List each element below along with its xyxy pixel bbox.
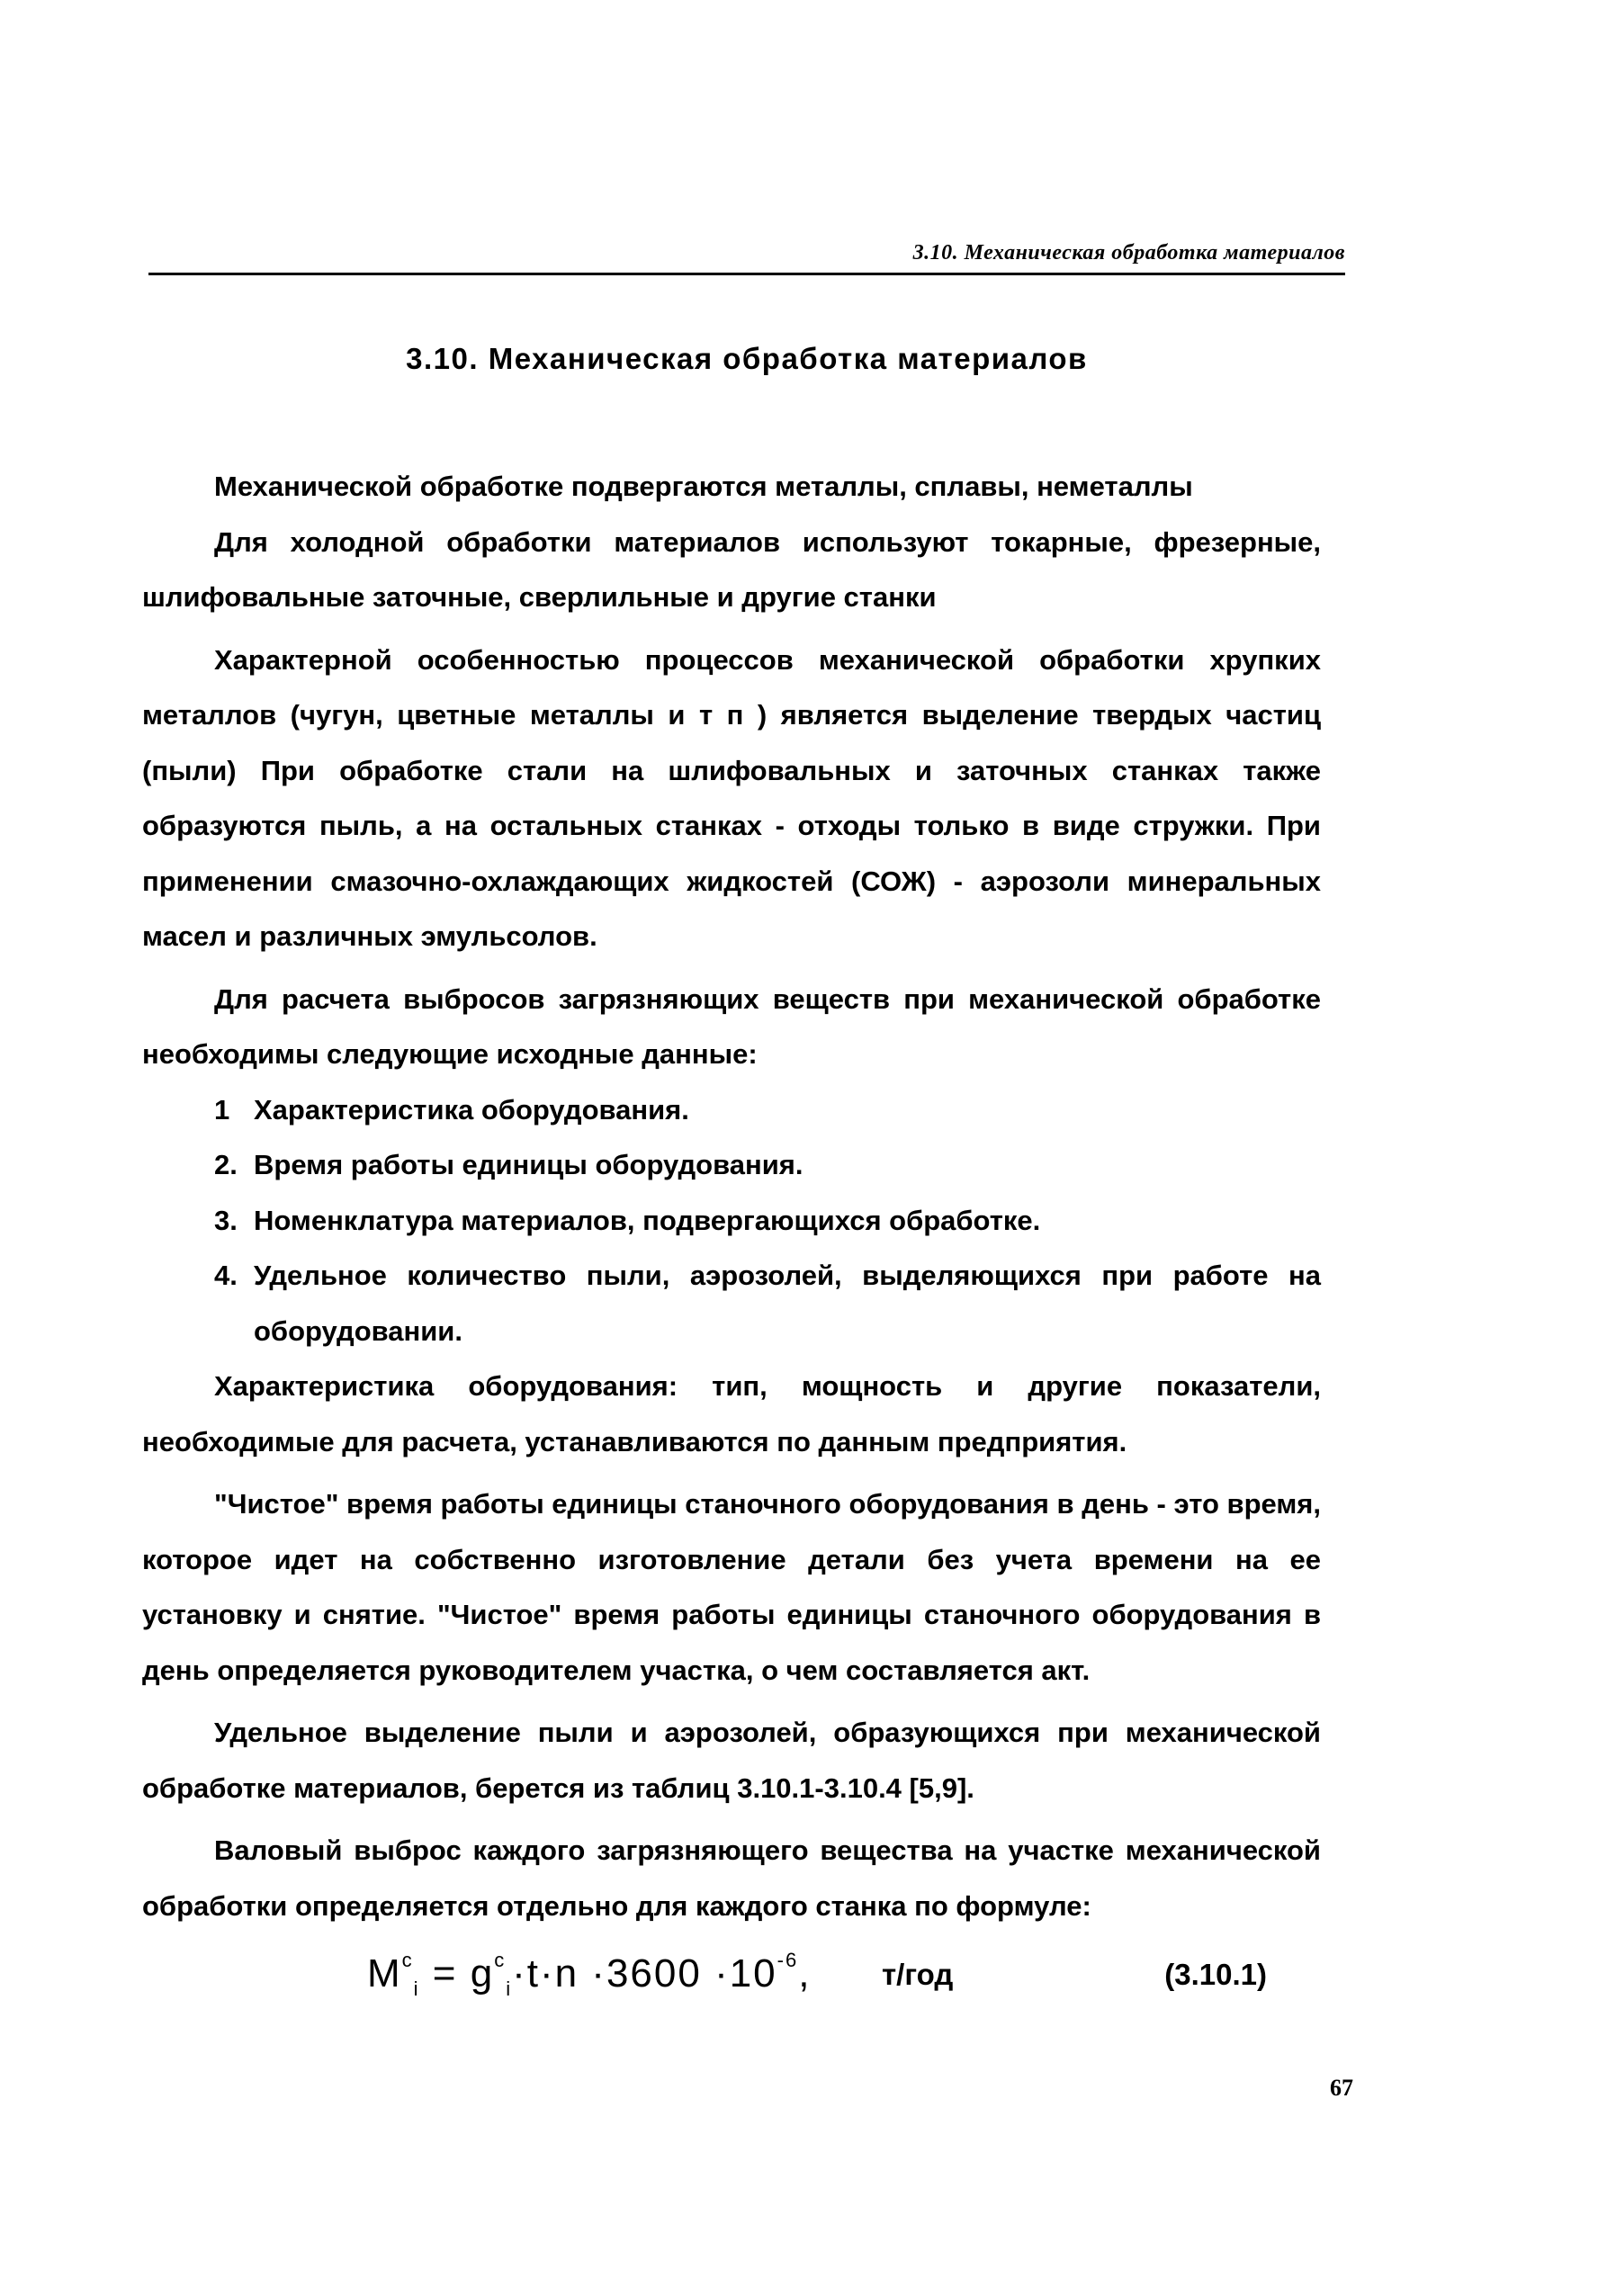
formula-terms: ·t·n ·3600 ·10 — [512, 1951, 777, 1996]
paragraph: Удельное выделение пыли и аэрозолей, образующихся при механической обработке материалов, берется из таблиц 3.10.1-3.10.4 [5,9]. — [142, 1717, 1321, 1804]
running-header: 3.10. Механическая обработка материалов — [912, 241, 1345, 265]
formula-exponent: -6 — [777, 1949, 799, 1971]
formula-comma: , — [798, 1951, 812, 1996]
list-item-text: Характеристика оборудования. — [254, 1093, 689, 1126]
list-item-text: Номенклатура материалов, подвергающихся обработке. — [254, 1204, 1041, 1236]
formula-number: (3.10.1) — [1164, 1958, 1267, 1991]
list-item-text: Удельное количество пыли, аэрозолей, выделяющихся при работе на оборудовании. — [254, 1260, 1321, 1347]
formula-subscript: i — [506, 1977, 513, 2000]
paragraph: Характерной особенностью процессов механической обработки хрупких металлов (чугун, цветные металлы и т п ) является выделение твердых частиц (пыли) При обработке стали на шлифовальных и заточных станках также образуются пыль, а на остальных станках - отходы только в виде стружки. При применении смазочно-охлаждающих жидкостей (СОЖ) - аэрозоли минеральных масел и различных эмульсолов. — [142, 643, 1321, 952]
formula-symbol: M — [367, 1951, 402, 1996]
list-item-number: 3. — [214, 1204, 238, 1236]
formula-symbol: g — [470, 1951, 495, 1996]
requirements-list — [142, 1082, 1321, 1359]
section-title: 3.10. Механическая обработка материалов — [406, 342, 1088, 375]
paragraph: Характеристика оборудования: тип, мощность и другие показатели, необходимые для расчета, устанавливаются по данным предприятия. — [142, 1370, 1321, 1457]
formula-subscript: i — [413, 1977, 420, 2000]
paragraph: "Чистое" время работы единицы станочного оборудования в день - это время, которое идет на собственно изготовление детали без учета времени на ее установку и снятие. "Чистое" время работы единицы станочного оборудования в день определяется руководителем участка, о чем составляется акт. — [142, 1488, 1321, 1686]
formula-units: т/год — [882, 1958, 954, 1991]
paragraph: Для расчета выбросов загрязняющих веществ при механической обработке необходимы следующие исходные данные: — [142, 982, 1321, 1070]
list-item — [142, 1193, 1321, 1249]
formula-equals: = — [419, 1951, 471, 1996]
header-rule — [148, 273, 1345, 275]
page-number: 67 — [1330, 2075, 1353, 2101]
formula-superscript: c — [494, 1949, 507, 1971]
body-text — [142, 459, 1321, 1933]
paragraph: Валовый выброс каждого загрязняющего вещества на участке механической обработки определяется отдельно для каждого станка по формуле: — [142, 1834, 1321, 1922]
list-item-text: Время работы единицы оборудования. — [254, 1149, 804, 1180]
list-item-number: 2. — [214, 1149, 238, 1180]
formula-superscript: c — [401, 1949, 414, 1971]
paragraph: Для холодной обработки материалов используют токарные, фрезерные, шлифовальные заточные, сверлильные и другие станки — [142, 525, 1321, 613]
list-item-number: 4. — [214, 1260, 238, 1291]
list-item — [142, 1137, 1321, 1193]
list-item-number: 1 — [214, 1093, 230, 1126]
list-item — [142, 1082, 1321, 1138]
formula-row — [142, 1949, 1321, 2012]
formula — [367, 1949, 811, 2001]
paragraph: Механической обработке подвергаются металлы, сплавы, неметаллы — [214, 471, 1193, 502]
list-item — [142, 1248, 1321, 1359]
